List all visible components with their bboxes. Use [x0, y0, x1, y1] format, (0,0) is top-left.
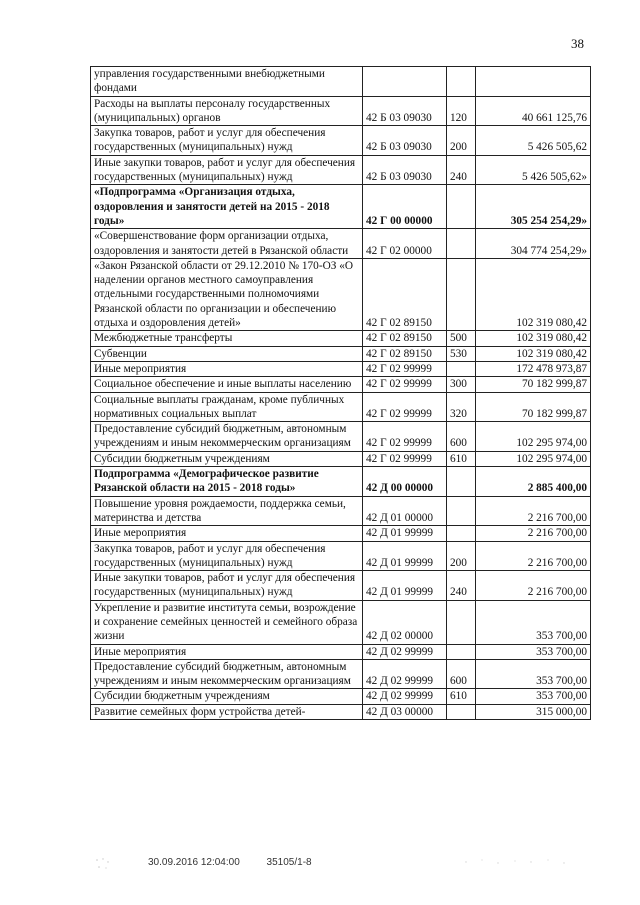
row-code-cell: 42 Г 02 89150: [363, 346, 447, 361]
row-amount-cell: 305 254 254,29»: [476, 185, 591, 229]
row-code-cell: 42 Г 02 00000: [363, 229, 447, 259]
table-row: [91, 96, 591, 126]
table-row: [91, 600, 591, 644]
table-row: [91, 155, 591, 185]
row-code-cell: 42 Д 02 00000: [363, 600, 447, 644]
row-name-cell: Социальное обеспечение и иные выплаты населению: [91, 377, 363, 392]
row-code-cell: 42 Г 00 00000: [363, 185, 447, 229]
row-name-cell: Развитие семейных форм устройства детей-: [91, 704, 363, 719]
row-expense-type-cell: [447, 496, 476, 526]
row-expense-type-cell: [447, 704, 476, 719]
row-name-cell: Иные закупки товаров, работ и услуг для обеспечения государственных (муниципальных) нужд: [91, 571, 363, 601]
row-amount-cell: 5 426 505,62: [476, 126, 591, 156]
row-amount-cell: 5 426 505,62»: [476, 155, 591, 185]
row-expense-type-cell: 240: [447, 571, 476, 601]
table-row: [91, 526, 591, 541]
table-row: [91, 361, 591, 376]
table-row: [91, 496, 591, 526]
row-expense-type-cell: 200: [447, 126, 476, 156]
row-code-cell: 42 Д 01 00000: [363, 496, 447, 526]
row-expense-type-cell: 320: [447, 392, 476, 422]
scan-noise-mark: [460, 856, 570, 868]
budget-table: [90, 66, 591, 720]
row-amount-cell: 70 182 999,87: [476, 377, 591, 392]
row-expense-type-cell: [447, 67, 476, 97]
row-name-cell: Иные мероприятия: [91, 644, 363, 659]
row-name-cell: Подпрограмма «Демографическое развитие Рязанской области на 2015 - 2018 годы»: [91, 467, 363, 497]
row-expense-type-cell: [447, 361, 476, 376]
row-name-cell: Предоставление субсидий бюджетным, автономным учреждениям и иным некоммерческим организациям: [91, 422, 363, 452]
table-row: [91, 704, 591, 719]
row-code-cell: 42 Д 01 99999: [363, 526, 447, 541]
row-code-cell: 42 Г 02 99999: [363, 377, 447, 392]
row-amount-cell: 353 700,00: [476, 659, 591, 689]
row-expense-type-cell: [447, 185, 476, 229]
row-expense-type-cell: 300: [447, 377, 476, 392]
table-row: [91, 541, 591, 571]
row-code-cell: 42 Г 02 89150: [363, 258, 447, 330]
row-expense-type-cell: 530: [447, 346, 476, 361]
row-amount-cell: 40 661 125,76: [476, 96, 591, 126]
row-amount-cell: 353 700,00: [476, 689, 591, 704]
row-expense-type-cell: [447, 467, 476, 497]
row-amount-cell: 304 774 254,29»: [476, 229, 591, 259]
row-name-cell: Иные мероприятия: [91, 361, 363, 376]
row-expense-type-cell: [447, 644, 476, 659]
row-amount-cell: 2 216 700,00: [476, 571, 591, 601]
print-date: 30.09.2016 12:04:00: [148, 857, 240, 868]
row-name-cell: Повышение уровня рождаемости, поддержка семьи, материнства и детства: [91, 496, 363, 526]
row-amount-cell: 2 216 700,00: [476, 541, 591, 571]
table-row: [91, 451, 591, 466]
row-amount-cell: 102 319 080,42: [476, 346, 591, 361]
page-number: 38: [571, 36, 584, 51]
table-row: [91, 377, 591, 392]
row-amount-cell: 172 478 973,87: [476, 361, 591, 376]
row-amount-cell: 70 182 999,87: [476, 392, 591, 422]
row-name-cell: Предоставление субсидий бюджетным, автономным учреждениям и иным некоммерческим организациям: [91, 659, 363, 689]
row-name-cell: Укрепление и развитие института семьи, возрождение и сохранение семейных ценностей и семейного образа жизни: [91, 600, 363, 644]
row-code-cell: [363, 67, 447, 97]
table-row: [91, 392, 591, 422]
row-code-cell: 42 Д 02 99999: [363, 644, 447, 659]
row-expense-type-cell: 240: [447, 155, 476, 185]
table-row: [91, 659, 591, 689]
table-row: [91, 346, 591, 361]
row-expense-type-cell: 610: [447, 451, 476, 466]
row-code-cell: 42 Б 03 09030: [363, 126, 447, 156]
row-expense-type-cell: [447, 526, 476, 541]
budget-table-body: [91, 67, 591, 720]
row-code-cell: 42 Г 02 99999: [363, 392, 447, 422]
row-name-cell: Субсидии бюджетным учреждениям: [91, 689, 363, 704]
row-code-cell: 42 Д 01 99999: [363, 541, 447, 571]
row-expense-type-cell: 600: [447, 422, 476, 452]
row-expense-type-cell: 600: [447, 659, 476, 689]
row-expense-type-cell: 120: [447, 96, 476, 126]
row-name-cell: Субсидии бюджетным учреждениям: [91, 451, 363, 466]
table-row: [91, 467, 591, 497]
table-row: [91, 331, 591, 346]
row-name-cell: «Совершенствование форм организации отдыха, оздоровления и занятости детей в Рязанской области: [91, 229, 363, 259]
table-row: [91, 185, 591, 229]
row-amount-cell: 2 216 700,00: [476, 496, 591, 526]
row-expense-type-cell: [447, 600, 476, 644]
row-code-cell: 42 Д 00 00000: [363, 467, 447, 497]
row-expense-type-cell: [447, 229, 476, 259]
row-amount-cell: 102 319 080,42: [476, 331, 591, 346]
table-row: [91, 422, 591, 452]
row-name-cell: Субвенции: [91, 346, 363, 361]
row-amount-cell: 2 216 700,00: [476, 526, 591, 541]
table-row: [91, 67, 591, 97]
row-expense-type-cell: 200: [447, 541, 476, 571]
row-code-cell: 42 Д 03 00000: [363, 704, 447, 719]
row-name-cell: управления государственными внебюджетными фондами: [91, 67, 363, 97]
row-expense-type-cell: [447, 258, 476, 330]
row-name-cell: Социальные выплаты гражданам, кроме публичных нормативных социальных выплат: [91, 392, 363, 422]
row-code-cell: 42 Б 03 09030: [363, 155, 447, 185]
row-amount-cell: 102 295 974,00: [476, 451, 591, 466]
row-amount-cell: 353 700,00: [476, 644, 591, 659]
row-name-cell: «Закон Рязанской области от 29.12.2010 № 170-ОЗ «О наделении органов местного самоуправления отдельными государственными полномочиями Рязанской области по организации и обеспечению отдыха и оздоровления детей»: [91, 258, 363, 330]
row-code-cell: 42 Д 01 99999: [363, 571, 447, 601]
scan-noise-mark: [94, 856, 112, 872]
row-code-cell: 42 Б 03 09030: [363, 96, 447, 126]
row-code-cell: 42 Г 02 99999: [363, 361, 447, 376]
row-name-cell: Расходы на выплаты персоналу государственных (муниципальных) органов: [91, 96, 363, 126]
row-amount-cell: 315 000,00: [476, 704, 591, 719]
table-row: [91, 571, 591, 601]
row-expense-type-cell: 610: [447, 689, 476, 704]
row-amount-cell: 353 700,00: [476, 600, 591, 644]
row-expense-type-cell: 500: [447, 331, 476, 346]
document-id: 35105/1-8: [266, 857, 312, 868]
row-amount-cell: [476, 67, 591, 97]
table-row: [91, 689, 591, 704]
row-code-cell: 42 Д 02 99999: [363, 659, 447, 689]
row-code-cell: 42 Г 02 89150: [363, 331, 447, 346]
table-row: [91, 229, 591, 259]
row-amount-cell: 102 319 080,42: [476, 258, 591, 330]
row-name-cell: Межбюджетные трансферты: [91, 331, 363, 346]
row-amount-cell: 102 295 974,00: [476, 422, 591, 452]
row-name-cell: Закупка товаров, работ и услуг для обеспечения государственных (муниципальных) нужд: [91, 126, 363, 156]
table-row: [91, 258, 591, 330]
print-footer: [148, 857, 336, 868]
row-name-cell: «Подпрограмма «Организация отдыха, оздоровления и занятости детей на 2015 - 2018 годы»: [91, 185, 363, 229]
row-name-cell: Закупка товаров, работ и услуг для обеспечения государственных (муниципальных) нужд: [91, 541, 363, 571]
row-name-cell: Иные закупки товаров, работ и услуг для обеспечения государственных (муниципальных) нужд: [91, 155, 363, 185]
row-code-cell: 42 Г 02 99999: [363, 451, 447, 466]
row-name-cell: Иные мероприятия: [91, 526, 363, 541]
row-code-cell: 42 Д 02 99999: [363, 689, 447, 704]
row-code-cell: 42 Г 02 99999: [363, 422, 447, 452]
table-row: [91, 126, 591, 156]
row-amount-cell: 2 885 400,00: [476, 467, 591, 497]
table-row: [91, 644, 591, 659]
